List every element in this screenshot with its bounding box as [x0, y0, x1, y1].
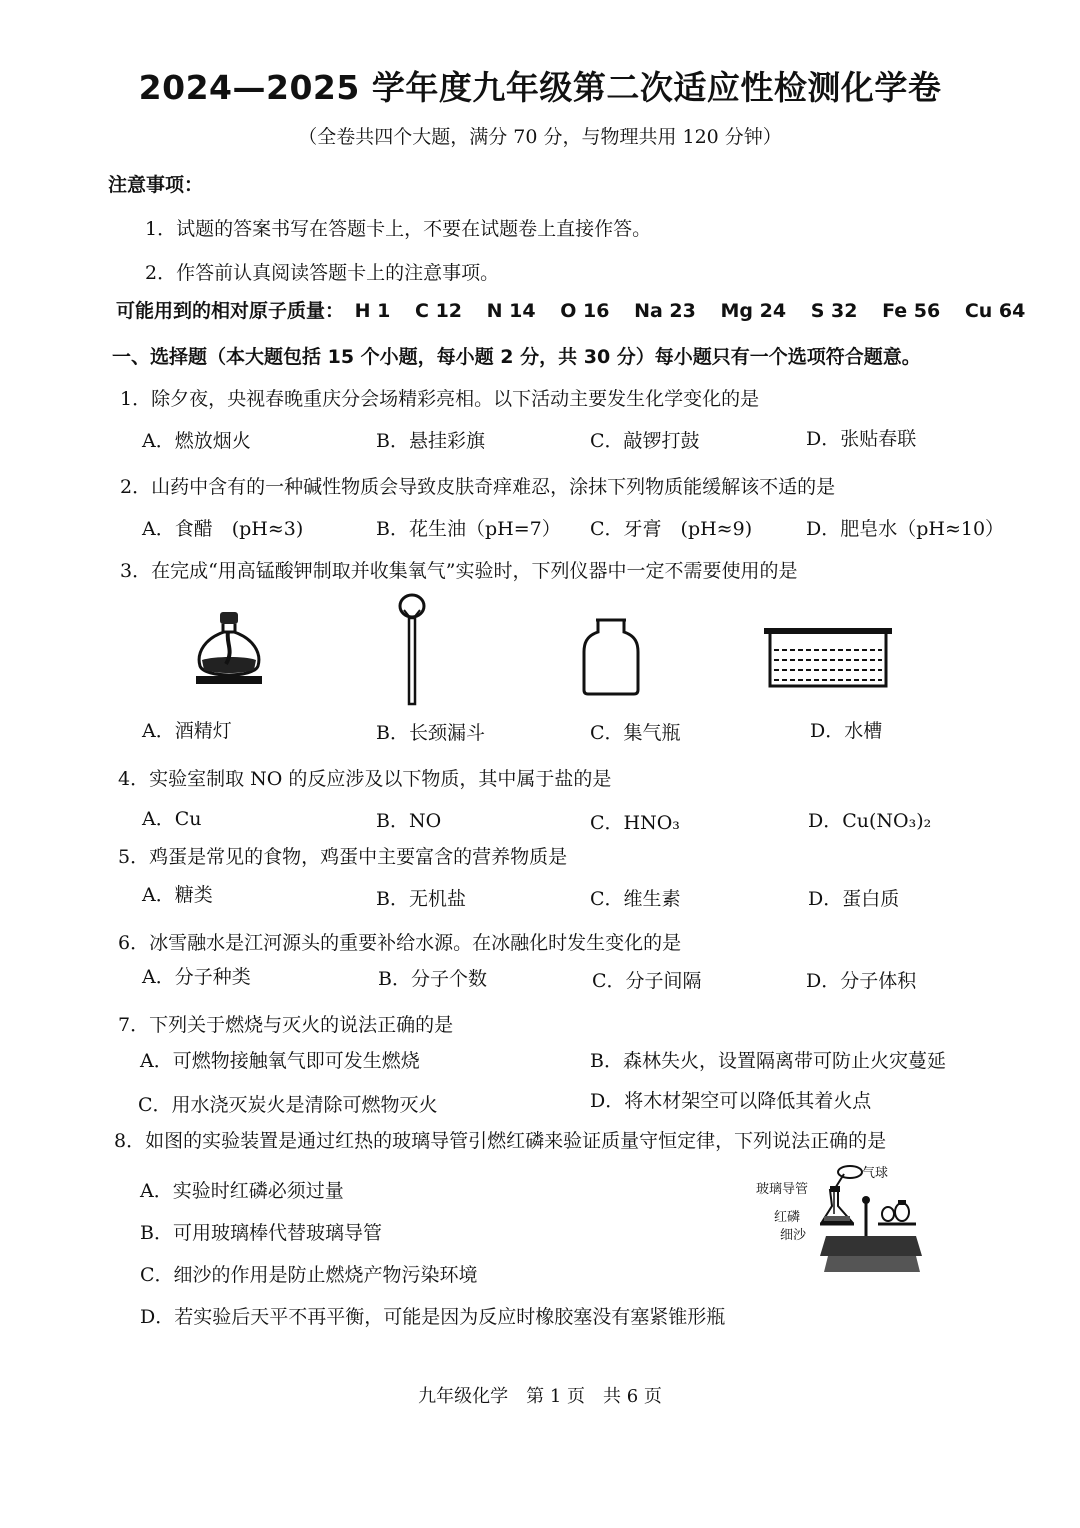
question-3-stem: 3．在完成“用高锰酸钾制取并收集氧气”实验时，下列仪器中一定不需要使用的是	[120, 560, 798, 582]
question-7-option-a: A．可燃物接触氧气即可发生燃烧	[140, 1050, 420, 1072]
exam-title: 2024—2025 学年度九年级第二次适应性检测化学卷	[138, 68, 942, 107]
question-2-option-d: D．肥皂水（pH≈10）	[806, 518, 1005, 540]
water-trough-figure	[762, 624, 894, 694]
question-6-option-b: B．分子个数	[378, 968, 487, 990]
question-4-option-b: B．NO	[376, 810, 442, 832]
atomic-mass-mg: Mg 24	[720, 300, 787, 322]
question-5-option-a: A．糖类	[142, 884, 213, 906]
question-1-option-b: B．悬挂彩旗	[376, 430, 485, 452]
question-8-option-b: B．可用玻璃棒代替玻璃导管	[140, 1222, 382, 1244]
question-6-option-d: D．分子体积	[806, 970, 917, 992]
question-2-option-b: B．花生油（pH=7）	[376, 518, 561, 540]
note-item-1: 1．试题的答案书写在答题卡上，不要在试题卷上直接作答。	[145, 218, 652, 240]
question-3-option-c: C．集气瓶	[590, 722, 681, 744]
question-7-stem: 7．下列关于燃烧与灭火的说法正确的是	[118, 1014, 454, 1036]
long-neck-funnel-figure	[392, 592, 432, 710]
alcohol-lamp-figure	[190, 606, 270, 690]
question-4-option-a: A．Cu	[142, 808, 202, 830]
atomic-mass-cu: Cu 64	[964, 300, 1026, 322]
question-1-stem: 1．除夕夜，央视春晚重庆分会场精彩亮相。以下活动主要发生化学变化的是	[120, 388, 760, 410]
section-1-heading: 一、选择题（本大题包括 15 个小题，每小题 2 分，共 30 分）每小题只有一个选项符合题意。	[112, 346, 921, 368]
question-6-option-a: A．分子种类	[142, 966, 251, 988]
question-7-option-b: B．森林失火，设置隔离带可防止火灾蔓延	[590, 1050, 946, 1072]
question-3-option-b: B．长颈漏斗	[376, 722, 485, 744]
atomic-mass-n: N 14	[486, 300, 536, 322]
label-balloon: 气球	[862, 1166, 889, 1181]
atomic-masses-label: 可能用到的相对原子质量：	[116, 300, 345, 322]
question-6-stem: 6．冰雪融水是江河源头的重要补给水源。在冰融化时发生变化的是	[118, 932, 682, 954]
question-8-option-d: D．若实验后天平不再平衡，可能是因为反应时橡胶塞没有塞紧锥形瓶	[140, 1306, 726, 1328]
question-2-option-c: C．牙膏 (pH≈9)	[590, 518, 753, 540]
question-4-stem: 4．实验室制取 NO 的反应涉及以下物质，其中属于盐的是	[118, 768, 612, 790]
question-7-option-c: C．用水浇灭炭火是清除可燃物灭火	[138, 1094, 438, 1116]
question-1-option-d: D．张贴春联	[806, 428, 917, 450]
question-8-option-a: A．实验时红磷必须过量	[140, 1180, 344, 1202]
question-4-option-c: C．HNO₃	[590, 812, 680, 834]
question-3-option-a: A．酒精灯	[142, 720, 232, 742]
atomic-mass-o: O 16	[560, 300, 610, 322]
question-8-option-c: C．细沙的作用是防止燃烧产物污染环境	[140, 1264, 478, 1286]
question-4-option-d: D．Cu(NO₃)₂	[808, 810, 932, 832]
atomic-mass-h: H 1	[354, 300, 391, 322]
label-fine-sand: 细沙	[780, 1228, 807, 1243]
exam-subtitle: （全卷共四个大题，满分 70 分，与物理共用 120 分钟）	[298, 126, 782, 148]
question-5-option-b: B．无机盐	[376, 888, 466, 910]
label-red-phosphorus: 红磷	[774, 1210, 801, 1225]
question-1-option-c: C．敲锣打鼓	[590, 430, 700, 452]
atomic-masses-line	[116, 296, 1043, 323]
atomic-mass-na: Na 23	[634, 300, 696, 322]
question-6-option-c: C．分子间隔	[592, 970, 702, 992]
question-2-stem: 2．山药中含有的一种碱性物质会导致皮肤奇痒难忍，涂抹下列物质能缓解该不适的是	[120, 476, 836, 498]
question-3-option-d: D．水槽	[810, 720, 883, 742]
atomic-mass-c: C 12	[415, 300, 463, 322]
question-1-option-a: A．燃放烟火	[142, 430, 251, 452]
question-2-option-a: A．食醋 (pH≈3)	[142, 518, 304, 540]
atomic-mass-s: S 32	[810, 300, 858, 322]
page-footer: 九年级化学 第 1 页 共 6 页	[418, 1386, 662, 1407]
notes-heading: 注意事项：	[108, 174, 204, 196]
question-7-option-d: D．将木材架空可以降低其着火点	[590, 1090, 872, 1112]
label-glass-tube: 玻璃导管	[756, 1182, 809, 1197]
question-5-stem: 5．鸡蛋是常见的食物，鸡蛋中主要富含的营养物质是	[118, 846, 568, 868]
question-5-option-c: C．维生素	[590, 888, 681, 910]
gas-collection-bottle-figure	[580, 616, 644, 698]
question-5-option-d: D．蛋白质	[808, 888, 900, 910]
question-8-stem: 8．如图的实验装置是通过红热的玻璃导管引燃红磷来验证质量守恒定律，下列说法正确的是	[114, 1130, 887, 1152]
note-item-2: 2．作答前认真阅读答题卡上的注意事项。	[145, 262, 500, 284]
atomic-mass-fe: Fe 56	[882, 300, 941, 322]
